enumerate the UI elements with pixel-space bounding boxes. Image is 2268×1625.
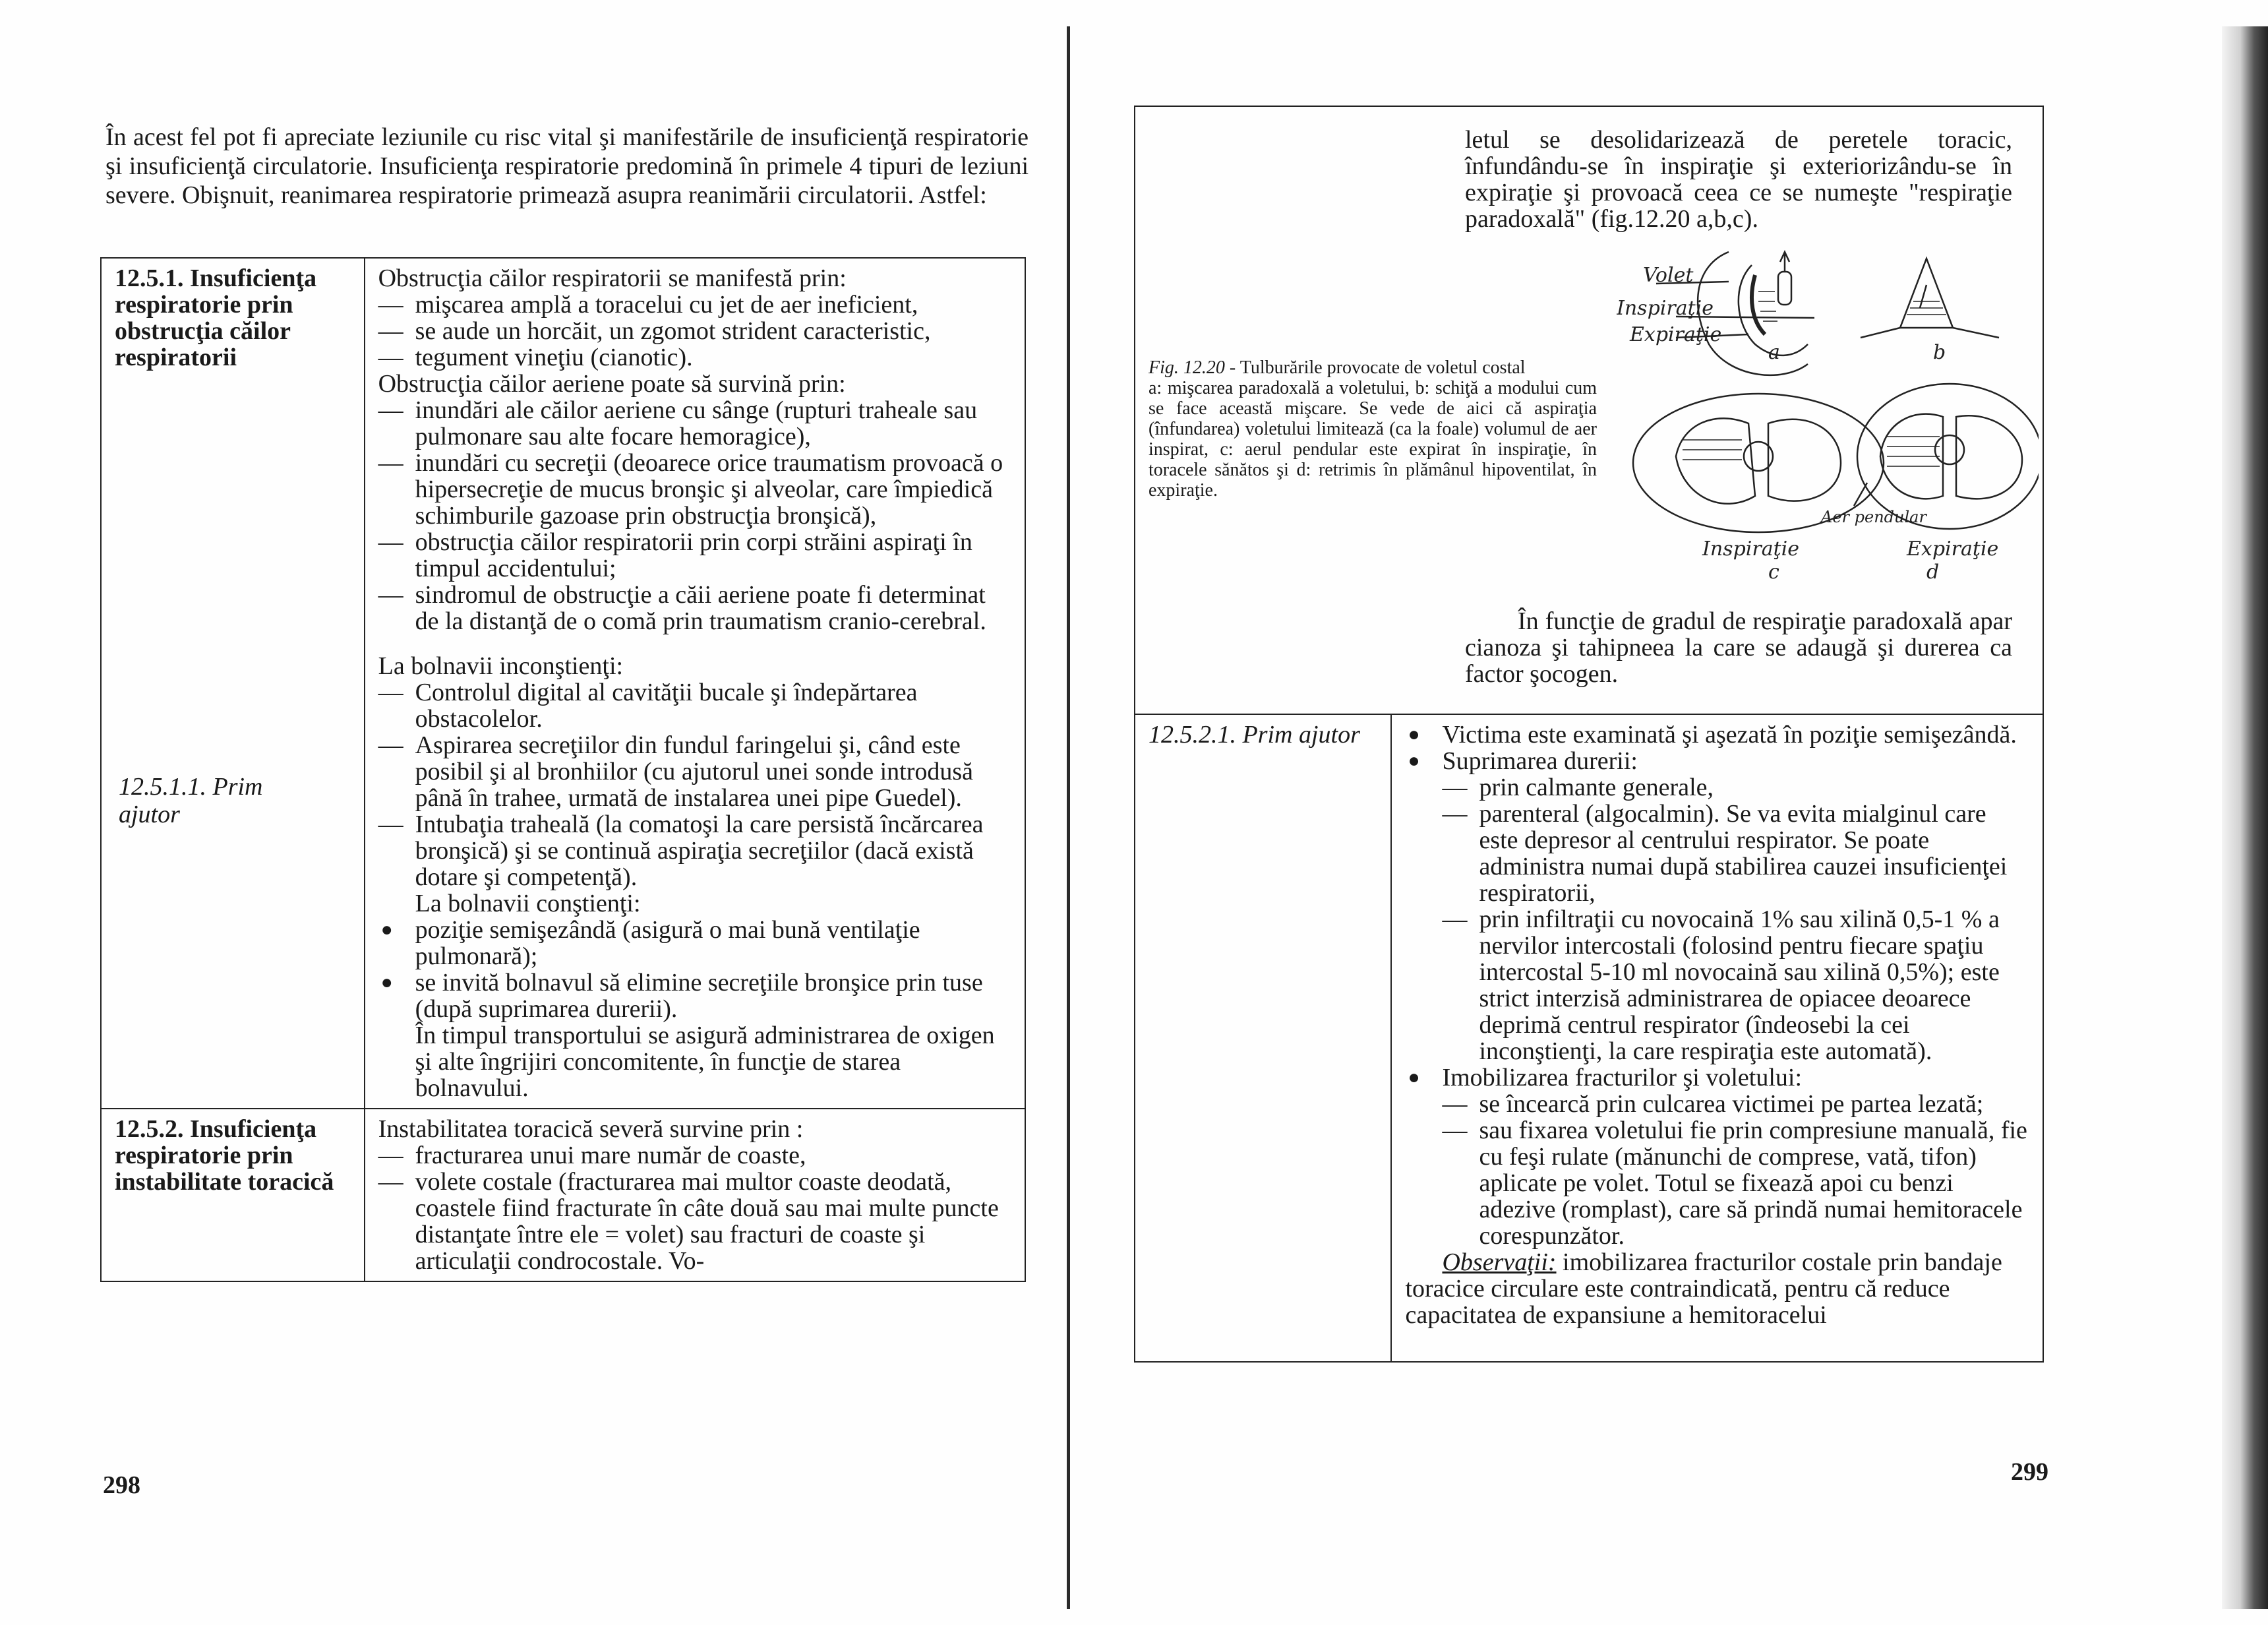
arrow-icon <box>1920 285 1926 308</box>
dash-list <box>1405 1091 2029 1249</box>
lung-right-d <box>1956 415 2022 499</box>
dash-list <box>378 397 1011 634</box>
list-item: ● Imobilizarea fracturilor şi voletului: <box>1405 1064 2029 1091</box>
list-item: ● Victima este examinată şi aşezată în poziţie semişezândă. <box>1405 721 2029 748</box>
figure-caption <box>1149 357 1597 501</box>
table-row <box>1135 714 2043 1362</box>
body-text: Instabilitatea toracică severă survine prin : <box>378 1115 804 1143</box>
left-page <box>0 0 1068 1625</box>
section-body <box>365 258 1025 1109</box>
label-inspiratie-top: Inspiraţie <box>1617 297 1714 320</box>
hatching <box>1887 437 1940 466</box>
lung-right-c <box>1768 419 1841 501</box>
trachea-d <box>1935 435 1964 464</box>
table-row <box>101 258 1025 1109</box>
right-table <box>1134 106 2044 1363</box>
hatching <box>1907 301 1946 315</box>
list-item: — fracturarea unui mare număr de coaste, <box>378 1142 1011 1169</box>
label-b: b <box>1933 341 1946 364</box>
figure-row <box>1135 106 2043 714</box>
dash-list <box>1405 774 2029 1064</box>
bellows-triangle <box>1900 259 1953 328</box>
bullet-list <box>1405 721 2029 774</box>
list-item: — se încearcă prin culcarea victimei pe partea lezată; <box>1442 1091 2029 1117</box>
label-inspiratie-bottom: Inspiraţie <box>1702 537 1799 561</box>
page-number: 298 <box>103 1471 140 1499</box>
volet-segment <box>1752 275 1765 334</box>
figure-title: - Tulburările provocate de voletul costal <box>1229 357 1526 378</box>
list-item: — mişcarea amplă a toracelui cu jet de aer ineficient, <box>378 291 1011 318</box>
body-text: letul se desolidarizează de peretele toracic, înfundându-se în inspiraţie şi exteriorizându-se în expiraţie şi provoacă ceea ce se numeşte "respiraţie paradoxală" (fig.12.20 a,b,c). <box>1465 126 2012 233</box>
list-item: — volete costale (fracturarea mai multor coaste deodată, coastele fiind fracturate în câte două sau mai multe puncte distanţate între ele = volet) sau fracturi de coaste şi articulaţii condrocostale. Vo- <box>378 1169 1011 1274</box>
list-item: — inundări cu secreţii (deoarece orice traumatism provoacă o hipersecreţie de mucus bronşic şi alveolar, care împiedică schimburile gazoase prin obstrucţia bronşică), <box>378 450 1011 529</box>
table-row <box>1135 106 2043 714</box>
list-item: — tegument vineţiu (cianotic). <box>378 344 1011 371</box>
voletul-costal-figure <box>1617 245 2039 588</box>
label-aer-pendular: Aer pendular <box>1821 508 1926 526</box>
section-heading: 12.5.2.1. Prim ajutor <box>1135 714 1391 1362</box>
section-body <box>365 1109 1025 1281</box>
label-a: a <box>1768 341 1780 364</box>
figure-description: a: mişcarea paradoxală a voletului, b: schiţă a modului cum se face această mişcare. Se vede de aici că aspiraţia (înfundarea) voletului limitează (ca la foale) volumul de aer inspirat, c: aerul pendular este expirat în inspiraţie, în toracele sănătos şi d: retrimis în plămânul hipoventilat, în expiraţie. <box>1149 378 1597 501</box>
bullet-list <box>1405 1064 2029 1091</box>
left-table <box>100 257 1026 1282</box>
list-item: — parenteral (algocalmin). Se va evita mialginul care este depresor al centrului respirator. Se poate administra numai după stabilirea cauzei insuficienţei respiratorii, <box>1442 801 2029 906</box>
section-heading: 12.5.1. Insuficienţa respiratorie prin obstrucţia căilor respiratorii <box>101 258 365 1109</box>
subsection-heading: 12.5.1.1. Prim ajutor <box>119 773 263 828</box>
section-heading: 12.5.2. Insuficienţa respiratorie prin instabilitate toracică <box>101 1109 365 1281</box>
observation-text <box>1405 1249 2029 1328</box>
list-item: — Intubaţia traheală (la comatoşi la care persistă încărcarea bronşică) şi se continuă aspiraţia secreţiilor (dacă există dotare şi competenţă). <box>378 811 1011 890</box>
list-item: — prin calmante generale, <box>1442 774 2029 801</box>
lung-left-c <box>1676 418 1755 503</box>
list-item: — Aspirarea secreţiilor din fundul faringelui şi, când este posibil şi al bronhiilor (cu ajutorul unei sonde introdusă până în trahee, urmată de instalarea unei pipe Guedel). <box>378 732 1011 811</box>
list-item: — sindromul de obstrucţie a căii aeriene poate fi determinat de la distanţă de o comă prin traumatism cranio-cerebral. <box>378 582 1011 634</box>
body-text: La bolnavii inconştienţi: <box>378 652 624 680</box>
body-text: În funcţie de gradul de respiraţie paradoxală apar cianoza şi tahipneea la care se adaugă şi durerea ca factor şocogen. <box>1465 607 2012 688</box>
list-item: ● Suprimarea durerii: <box>1405 748 2029 774</box>
airway-shape <box>1778 272 1791 305</box>
table-row <box>101 1109 1025 1281</box>
figure-label: Fig. 12.20 <box>1149 357 1225 378</box>
arrow-icon <box>1780 252 1789 272</box>
page-edge-shadow <box>2222 26 2268 1609</box>
list-item: — obstrucţia căilor respiratorii prin corpi străini aspiraţi în timpul accidentului; <box>378 529 1011 582</box>
section-body <box>1391 714 2043 1362</box>
list-item: — Controlul digital al cavităţii bucale şi îndepărtarea obstacolelor. <box>378 679 1011 732</box>
body-text: Obstrucţia căilor respiratorii se manifestă prin: <box>378 264 847 292</box>
list-item: — se aude un horcăit, un zgomot strident caracteristic, <box>378 318 1011 344</box>
list-item: — prin infiltraţii cu novocaină 1% sau xilină 0,5-1 % a nervilor intercostali (folosind pentru fiecare spaţiu intercostal 5-10 ml novocaină sau xilină 0,5%); este strict interzisă administrarea de opiacee deoarece deprimă centrul respirator (îndeosebi la cei inconştienţi, la care respiraţia este automată). <box>1442 906 2029 1064</box>
list-item: ● se invită bolnavul să elimine secreţiile bronşice prin tuse (după suprimarea durerii). <box>378 969 1011 1022</box>
bellows-line <box>1861 328 1999 338</box>
label-c: c <box>1768 561 1779 584</box>
dash-list <box>378 679 1011 890</box>
hatching <box>1683 440 1742 460</box>
label-volet: Volet <box>1643 264 1694 287</box>
dash-list <box>378 1142 1011 1274</box>
list-item: ● poziţie semişezândă (asigură o mai bună ventilaţie pulmonară); <box>378 917 1011 969</box>
list-item: — sau fixarea voletului fie prin compresiune manuală, fie cu feşi rulate (mănunchi de comprese, vată, tifon) aplicate pe volet. Totul se fixează apoi cu benzi adezive (romplast), care să prindă numai hemitoracele corespunzător. <box>1442 1117 2029 1249</box>
observation-body: imobilizarea fracturilor costale prin bandaje toracice circulare este contraindicată, pentru că reduce capacitatea de expansiune a hemitoracelui <box>1405 1248 2002 1329</box>
body-text: Obstrucţia căilor aeriene poate să survină prin: <box>378 370 846 398</box>
label-expiratie-top: Expiraţie <box>1630 323 1722 346</box>
intro-paragraph: În acest fel pot fi apreciate leziunile cu risc vital şi manifestările de insuficienţă respiratorie şi insuficienţă circulatorie. Insuficienţa respiratorie predomină în primele 4 tipuri de leziuni severe. Obişnuit, reanimarea respiratorie primează asupra reanimării circulatorii. Astfel: <box>105 123 1029 209</box>
right-page <box>1081 0 2268 1625</box>
dash-list <box>378 291 1011 371</box>
body-text: La bolnavii conştienţi: <box>415 890 641 917</box>
book-spine <box>1067 26 1070 1609</box>
list-item: — inundări ale căilor aeriene cu sânge (rupturi traheale sau pulmonare sau alte focare hemoragice), <box>378 397 1011 450</box>
bullet-list <box>378 917 1011 1022</box>
label-expiratie-bottom: Expiraţie <box>1907 537 1999 561</box>
body-text: În timpul transportului se asigură administrarea de oxigen şi alte îngrijiri concomitente, în funcţie de starea bolnavului. <box>415 1022 995 1102</box>
label-d: d <box>1926 561 1940 584</box>
observation-label: Observaţii: <box>1442 1248 1557 1276</box>
thorax-section-d <box>1857 384 2039 529</box>
page-number: 299 <box>2011 1458 2048 1486</box>
